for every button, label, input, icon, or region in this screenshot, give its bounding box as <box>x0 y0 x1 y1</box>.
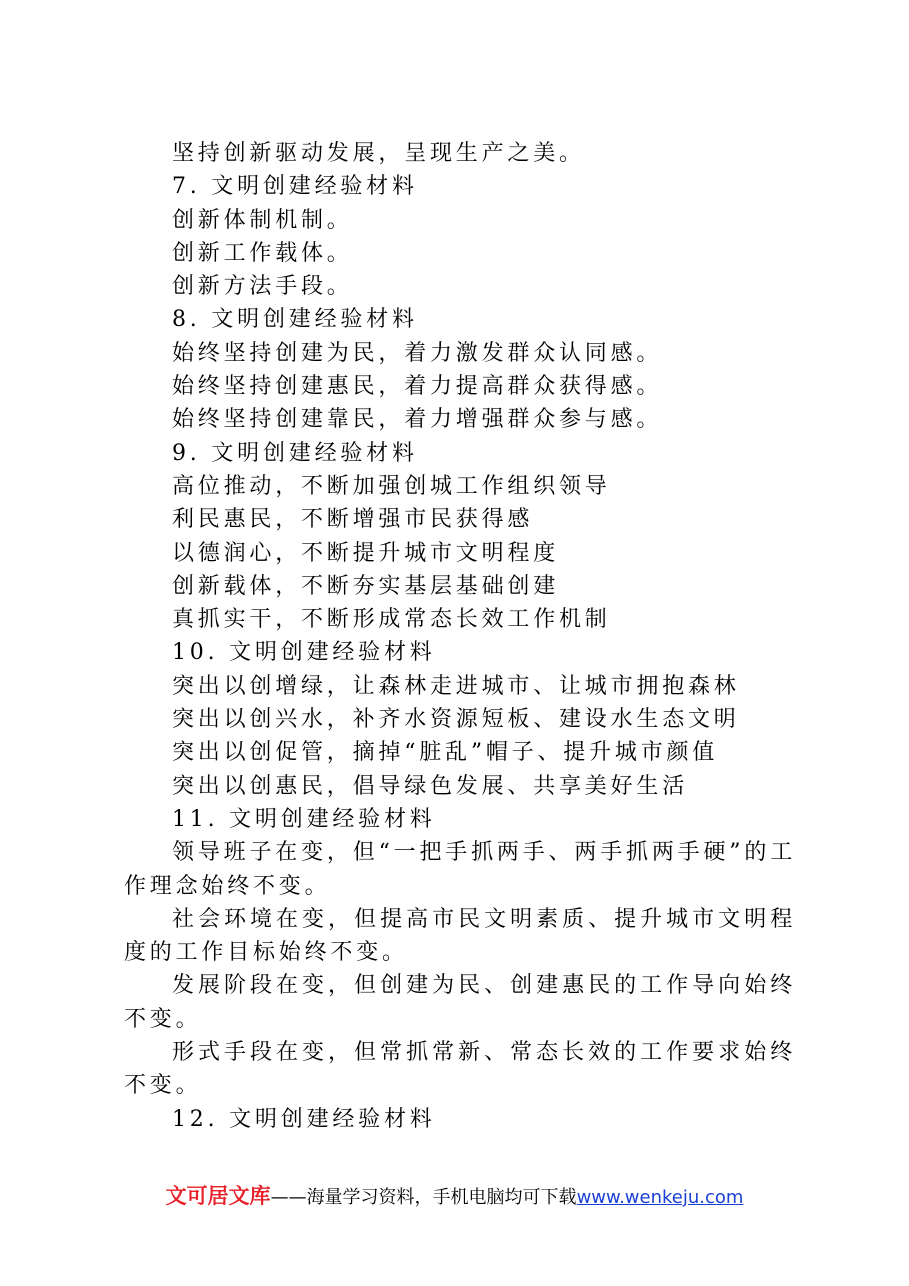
section-heading: 9. 文明创建经验材料 <box>172 440 418 466</box>
text-line: 高位推动，不断加强创城工作组织领导 <box>172 473 611 499</box>
text-line: 突出以创惠民，倡导绿色发展、共享美好生活 <box>172 773 689 799</box>
text-line: 突出以创增绿，让森林走进城市、让城市拥抱森林 <box>172 673 740 699</box>
text-line: 创新方法手段。 <box>172 274 353 300</box>
text-line: 利民惠民，不断增强市民获得感 <box>172 507 534 533</box>
paragraph: 形式手段在变，但常抓常新、常态长效的工作要求始终不变。 <box>124 1040 796 1099</box>
text-line: 始终坚持创建惠民，着力提高群众获得感。 <box>172 374 663 400</box>
paragraph: 领导班子在变，但“一把手抓两手、两手抓两手硬”的工作理念始终不变。 <box>124 840 796 899</box>
paragraph: 社会环境在变，但提高市民文明素质、提升城市文明程度的工作目标始终不变。 <box>124 906 796 966</box>
text-line: 真抓实干，不断形成常态长效工作机制 <box>172 607 611 633</box>
section-heading: 10. 文明创建经验材料 <box>172 640 436 666</box>
section-heading: 12. 文明创建经验材料 <box>172 1106 436 1132</box>
paragraph: 发展阶段在变，但创建为民、创建惠民的工作导向始终不变。 <box>124 973 796 1032</box>
text-line: 坚持创新驱动发展，呈现生产之美。 <box>172 141 585 166</box>
text-line: 创新工作载体。 <box>172 240 353 266</box>
text-line: 始终坚持创建靠民，着力增强群众参与感。 <box>172 407 663 433</box>
text-line: 创新体制机制。 <box>172 207 353 233</box>
text-line: 突出以创促管，摘掉“脏乱”帽子、提升城市颜值 <box>172 740 719 766</box>
section-heading: 11. 文明创建经验材料 <box>172 806 436 832</box>
section-heading: 8. 文明创建经验材料 <box>172 307 418 333</box>
site-link[interactable]: www.wenkeju.com <box>576 1187 744 1208</box>
footer-slogan: ——海量学习资料，手机电脑均可下载 <box>270 1187 577 1208</box>
text-line: 创新载体，不断夯实基层基础创建 <box>172 573 560 599</box>
section-heading: 7. 文明创建经验材料 <box>172 174 418 200</box>
brand-name: 文可居文库 <box>165 1184 271 1208</box>
text-line: 突出以创兴水，补齐水资源短板、建设水生态文明 <box>172 707 740 733</box>
text-line: 始终坚持创建为民，着力激发群众认同感。 <box>172 340 663 366</box>
page-footer <box>0 1182 909 1212</box>
text-line: 以德润心，不断提升城市文明程度 <box>172 540 560 566</box>
document-body <box>124 137 796 1136</box>
